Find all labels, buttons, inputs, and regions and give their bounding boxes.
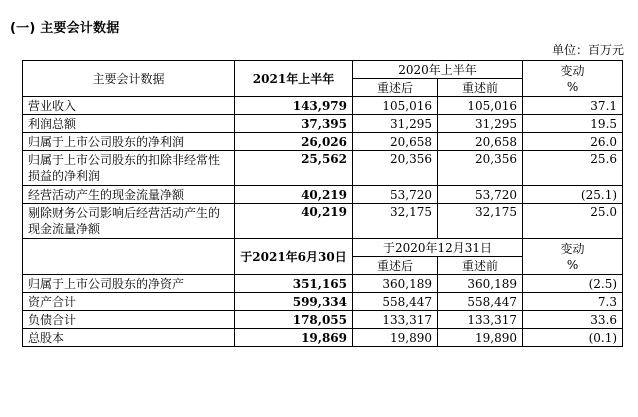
row-before: 105,016 (438, 97, 523, 115)
row-current: 599,334 (235, 293, 353, 311)
row-label: 剔除财务公司影响后经营活动产生的现金流量净额 (23, 204, 235, 239)
row-before: 360,189 (438, 275, 523, 293)
row-restated: 105,016 (353, 97, 438, 115)
table-row (23, 293, 623, 311)
row-label: 营业收入 (23, 97, 235, 115)
row-change: (2.5) (523, 275, 623, 293)
header-label-cell: 主要会计数据 (23, 61, 235, 97)
header-before-restatement: 重述前 (438, 79, 523, 97)
row-change: 19.5 (523, 115, 623, 133)
table-row (23, 115, 623, 133)
unit-note: 单位：百万元 (551, 43, 624, 57)
table-row (23, 311, 623, 329)
table-row (23, 133, 623, 151)
row-restated: 133,317 (353, 311, 438, 329)
header-restated: 重述后 (353, 79, 438, 97)
row-label: 归属于上市公司股东的扣除非经常性损益的净利润 (23, 151, 235, 186)
table-row (23, 186, 623, 204)
row-change: 7.3 (523, 293, 623, 311)
row-current: 178,055 (235, 311, 353, 329)
row-change: 33.6 (523, 311, 623, 329)
header-restated: 重述后 (353, 257, 438, 275)
row-before: 20,356 (438, 151, 523, 186)
row-label: 利润总额 (23, 115, 235, 133)
header-change-unit: % (566, 257, 579, 272)
section-title: (一) 主要会计数据 (10, 21, 120, 36)
row-label: 归属于上市公司股东的净资产 (23, 275, 235, 293)
header-current-date: 于2021年6月30日 (235, 239, 353, 275)
row-change: 25.0 (523, 204, 623, 239)
row-before: 32,175 (438, 204, 523, 239)
table-row (23, 329, 623, 347)
row-change: (25.1) (523, 186, 623, 204)
header-prior-date: 于2020年12月31日 (353, 239, 523, 257)
row-change: (0.1) (523, 329, 623, 347)
row-before: 20,658 (438, 133, 523, 151)
row-restated: 53,720 (353, 186, 438, 204)
row-current: 25,562 (235, 151, 353, 186)
row-restated: 19,890 (353, 329, 438, 347)
row-label: 经营活动产生的现金流量净额 (23, 186, 235, 204)
row-restated: 31,295 (353, 115, 438, 133)
row-restated: 32,175 (353, 204, 438, 239)
header-prior-period: 2020年上半年 (353, 61, 523, 79)
header-before-restatement: 重述前 (438, 257, 523, 275)
row-label: 归属于上市公司股东的净利润 (23, 133, 235, 151)
row-restated: 558,447 (353, 293, 438, 311)
row-current: 37,395 (235, 115, 353, 133)
header-change-label: 变动 (560, 241, 585, 256)
row-change: 37.1 (523, 97, 623, 115)
table2-header-row (23, 239, 623, 257)
row-current: 40,219 (235, 204, 353, 239)
row-change: 26.0 (523, 133, 623, 151)
table-row (23, 97, 623, 115)
row-before: 19,890 (438, 329, 523, 347)
row-change: 25.6 (523, 151, 623, 186)
row-current: 351,165 (235, 275, 353, 293)
row-current: 26,026 (235, 133, 353, 151)
header-change-label: 变动 (560, 63, 585, 78)
row-before: 53,720 (438, 186, 523, 204)
row-current: 143,979 (235, 97, 353, 115)
header-change (523, 61, 623, 97)
row-restated: 20,356 (353, 151, 438, 186)
row-before: 31,295 (438, 115, 523, 133)
header-change-unit: % (566, 79, 579, 94)
row-label: 负债合计 (23, 311, 235, 329)
header-change (523, 239, 623, 275)
header-blank-cell (23, 239, 235, 275)
row-before: 133,317 (438, 311, 523, 329)
header-current-period: 2021年上半年 (235, 61, 353, 97)
row-restated: 360,189 (353, 275, 438, 293)
table1-header-row (23, 61, 623, 79)
row-before: 558,447 (438, 293, 523, 311)
table-row (23, 204, 623, 239)
row-label: 总股本 (23, 329, 235, 347)
row-current: 40,219 (235, 186, 353, 204)
row-restated: 20,658 (353, 133, 438, 151)
table-row (23, 151, 623, 186)
table-row (23, 275, 623, 293)
row-current: 19,869 (235, 329, 353, 347)
row-label: 资产合计 (23, 293, 235, 311)
key-accounting-data-table (22, 60, 623, 347)
